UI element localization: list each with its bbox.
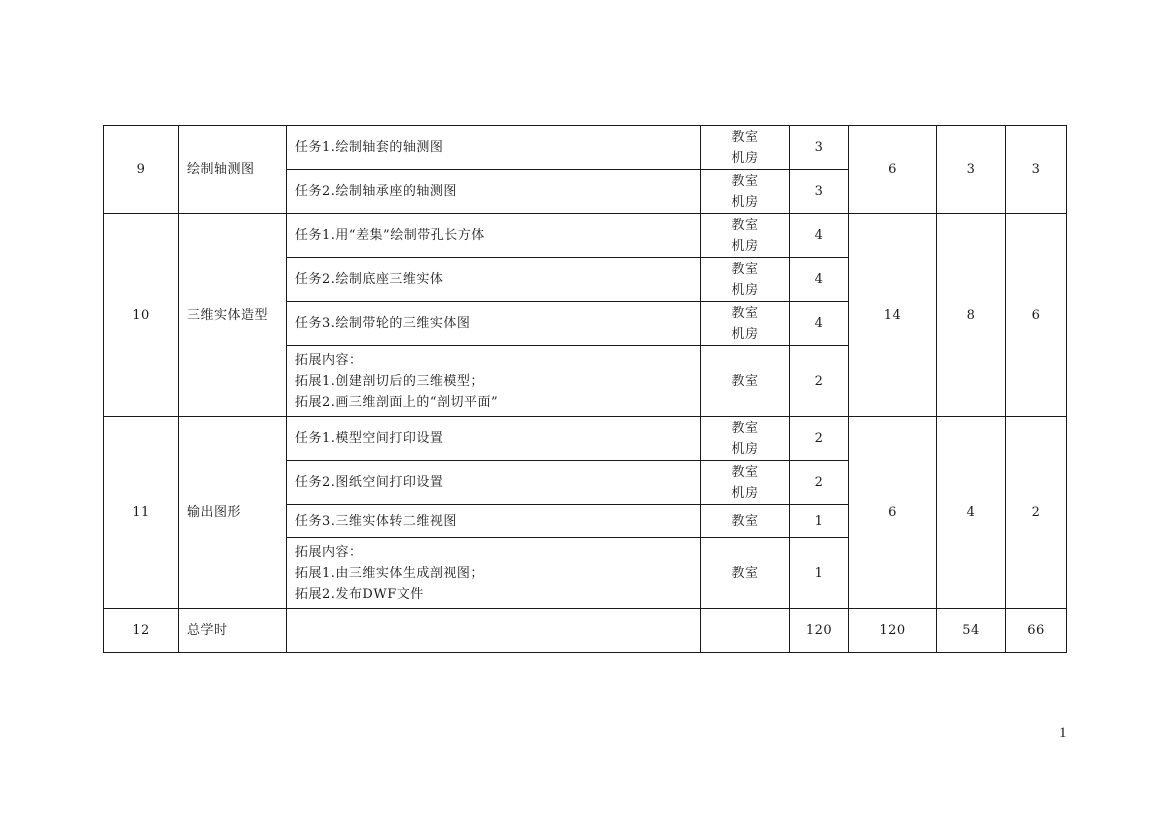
curriculum-hours-table: [103, 125, 1067, 653]
task-hours-cell: 4: [790, 258, 849, 302]
task-desc-cell: [287, 505, 701, 538]
task-hours-cell: 2: [790, 417, 849, 461]
task-hours-cell: 1: [790, 538, 849, 609]
unit-total-hours-cell: 14: [849, 214, 937, 417]
task-place-line: 教室: [731, 129, 759, 145]
task-place-cell: [701, 461, 790, 505]
task-place-line: 教室: [731, 513, 759, 529]
task-hours-cell: 3: [790, 170, 849, 214]
task-desc-line: 任务1.用“差集”绘制带孔长方体: [295, 228, 485, 243]
task-desc-line: 拓展1.创建剖切后的三维模型；: [295, 373, 484, 389]
task-place-line: 机房: [731, 326, 759, 342]
summary-theory-cell: 54: [937, 609, 1006, 653]
unit-theory-hours-cell: 3: [937, 126, 1006, 214]
task-desc-cell: [287, 538, 701, 609]
summary-desc-cell: [287, 609, 701, 653]
task-place-line: 教室: [731, 261, 759, 277]
task-place-line: 教室: [731, 373, 759, 389]
page-number: 1: [1059, 725, 1067, 741]
task-desc-line: 拓展2.发布DWF文件: [295, 586, 424, 602]
task-place-line: 机房: [731, 238, 759, 254]
unit-total-hours-cell: 6: [849, 126, 937, 214]
summary-practice-cell: 66: [1006, 609, 1067, 653]
summary-row: [104, 609, 1067, 653]
task-desc-cell: [287, 258, 701, 302]
task-desc-line: 任务3.绘制带轮的三维实体图: [295, 316, 471, 331]
task-place-line: 教室: [731, 217, 759, 233]
unit-name-cell: 输出图形: [179, 417, 287, 609]
unit-theory-hours-cell: 8: [937, 214, 1006, 417]
task-hours-cell: 4: [790, 302, 849, 346]
task-desc-cell: [287, 170, 701, 214]
unit-practice-hours-cell: 6: [1006, 214, 1067, 417]
unit-number-cell: 10: [104, 214, 179, 417]
task-desc-line: 拓展内容：: [295, 544, 363, 560]
task-place-cell: [701, 258, 790, 302]
summary-place-cell: [701, 609, 790, 653]
task-place-line: 机房: [731, 282, 759, 298]
task-place-line: 机房: [731, 194, 759, 210]
unit-number-cell: 11: [104, 417, 179, 609]
task-hours-cell: 2: [790, 461, 849, 505]
task-place-cell: [701, 417, 790, 461]
task-place-line: 教室: [731, 173, 759, 189]
task-desc-cell: [287, 126, 701, 170]
task-desc-line: 任务2.绘制底座三维实体: [295, 272, 444, 287]
task-desc-cell: [287, 346, 701, 417]
task-hours-cell: 4: [790, 214, 849, 258]
task-place-cell: [701, 126, 790, 170]
table-body: [104, 126, 1067, 653]
task-desc-cell: [287, 214, 701, 258]
task-place-line: 机房: [731, 441, 759, 457]
unit-practice-hours-cell: 2: [1006, 417, 1067, 609]
task-place-cell: [701, 346, 790, 417]
table-row: [104, 126, 1067, 170]
task-desc-line: 任务2.绘制轴承座的轴测图: [295, 184, 457, 199]
task-place-line: 教室: [731, 565, 759, 581]
task-place-cell: [701, 505, 790, 538]
task-hours-cell: 3: [790, 126, 849, 170]
unit-practice-hours-cell: 3: [1006, 126, 1067, 214]
task-desc-line: 任务1.绘制轴套的轴测图: [295, 140, 444, 155]
unit-theory-hours-cell: 4: [937, 417, 1006, 609]
task-desc-line: 任务3.三维实体转二维视图: [295, 513, 457, 529]
task-hours-cell: 1: [790, 505, 849, 538]
task-place-line: 教室: [731, 420, 759, 436]
unit-total-hours-cell: 6: [849, 417, 937, 609]
task-place-line: 教室: [731, 464, 759, 480]
task-place-cell: [701, 214, 790, 258]
task-desc-line: 拓展2.画三维剖面上的“剖切平面”: [295, 394, 499, 410]
task-desc-cell: [287, 461, 701, 505]
task-place-cell: [701, 170, 790, 214]
task-desc-line: 任务1.模型空间打印设置: [295, 431, 444, 446]
task-desc-line: 任务2.图纸空间打印设置: [295, 475, 444, 490]
unit-name-cell: 三维实体造型: [179, 214, 287, 417]
task-desc-cell: [287, 417, 701, 461]
task-place-line: 机房: [731, 485, 759, 501]
task-place-cell: [701, 538, 790, 609]
task-desc-cell: [287, 302, 701, 346]
task-place-line: 机房: [731, 150, 759, 166]
task-hours-cell: 2: [790, 346, 849, 417]
summary-total-cell: 120: [849, 609, 937, 653]
task-desc-line: 拓展内容：: [295, 352, 363, 368]
task-place-cell: [701, 302, 790, 346]
summary-name-cell: 总学时: [179, 609, 287, 653]
task-place-line: 教室: [731, 305, 759, 321]
summary-number-cell: 12: [104, 609, 179, 653]
task-desc-line: 拓展1.由三维实体生成剖视图；: [295, 565, 484, 581]
table-row: [104, 214, 1067, 258]
table-row: [104, 417, 1067, 461]
summary-hours-cell: 120: [790, 609, 849, 653]
unit-number-cell: 9: [104, 126, 179, 214]
unit-name-cell: 绘制轴测图: [179, 126, 287, 214]
